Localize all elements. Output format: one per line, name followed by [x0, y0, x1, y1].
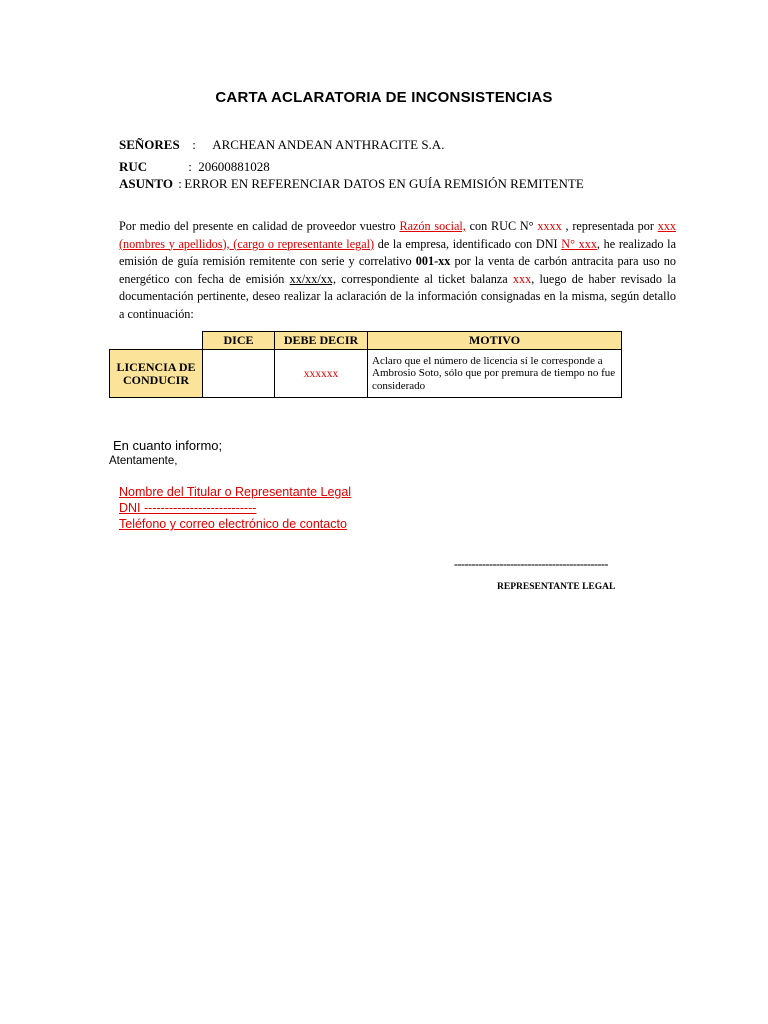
- header-ruc: [119, 159, 270, 175]
- body-text-1: Por medio del presente en calidad de proveedor vuestro: [119, 219, 400, 233]
- representative-label: REPRESENTANTE LEGAL: [497, 582, 616, 592]
- ruc-placeholder: xxxx: [537, 219, 562, 233]
- header-motivo: MOTIVO: [368, 332, 622, 350]
- signature-dni: DNI ---------------------------: [119, 501, 257, 515]
- header-debe-decir: DEBE DECIR: [275, 332, 368, 350]
- body-text-3: , representada por: [561, 219, 658, 233]
- body-text-6: por la venta de carbón antracita para uso no energético con fecha de emisión: [119, 254, 676, 286]
- razon-social-placeholder: Razón social,: [399, 219, 466, 233]
- header-dice: DICE: [203, 332, 275, 350]
- senores-label: SEÑORES: [119, 137, 180, 152]
- document-title: CARTA ACLARATORIA DE INCONSISTENCIAS: [215, 89, 553, 106]
- body-text-7: correspondiente al ticket balanza: [336, 271, 513, 286]
- correlativo-value: 001-xx: [415, 254, 451, 269]
- table-row: [110, 350, 622, 398]
- fecha-placeholder: xx/xx/xx,: [289, 271, 336, 286]
- nombre-placeholder: xxx (nombres y apellidos), (cargo o representante legal): [119, 219, 676, 251]
- asunto-label: ASUNTO: [119, 176, 173, 191]
- closing-line-1: En cuanto informo;: [113, 438, 223, 453]
- signature-contact: Teléfono y correo electrónico de contacto: [119, 517, 347, 531]
- header-asunto: [119, 176, 584, 192]
- body-text-2: con RUC N°: [465, 219, 538, 233]
- ruc-label: RUC: [119, 159, 148, 174]
- signature-name: Nombre del Titular o Representante Legal: [119, 485, 352, 499]
- ruc-separator: :: [188, 159, 192, 174]
- ruc-value: 20600881028: [198, 159, 270, 174]
- table-corner-empty: [110, 332, 203, 350]
- senores-value: ARCHEAN ANDEAN ANTHRACITE S.A.: [212, 137, 445, 152]
- body-paragraph: [119, 218, 676, 324]
- body-text-8: , luego de haber revisado la documentación pertinente, deseo realizar la aclaración de la información consignadas en la misma, según detallo a continuación:: [119, 271, 676, 321]
- closing-line-2: Atentamente,: [109, 455, 178, 467]
- ticket-placeholder: xxx: [512, 271, 532, 286]
- signature-line: --------------------------------------------: [454, 557, 608, 571]
- senores-separator: :: [192, 137, 196, 152]
- table-header-row: [110, 332, 622, 350]
- cell-debe-decir: xxxxxx: [275, 350, 368, 398]
- dni-placeholder: N° xxx: [561, 236, 597, 251]
- cell-dice: [203, 350, 275, 398]
- asunto-separator: :: [178, 176, 182, 191]
- body-text-5: , he realizado la emisión de guía remisión remitente con serie y correlativo: [119, 236, 676, 269]
- asunto-value: ERROR EN REFERENCIAR DATOS EN GUÍA REMISIÓN REMITENTE: [184, 176, 584, 191]
- body-text-4: de la empresa, identificado con DNI: [374, 236, 562, 251]
- inconsistencies-table: [109, 331, 622, 398]
- cell-motivo: Aclaro que el número de licencia sí le corresponde a Ambrosio Soto, sólo que por premura de tiempo no fue considerado: [368, 350, 622, 398]
- row-label-licencia: LICENCIA DE CONDUCIR: [110, 350, 203, 398]
- header-senores: [119, 137, 444, 153]
